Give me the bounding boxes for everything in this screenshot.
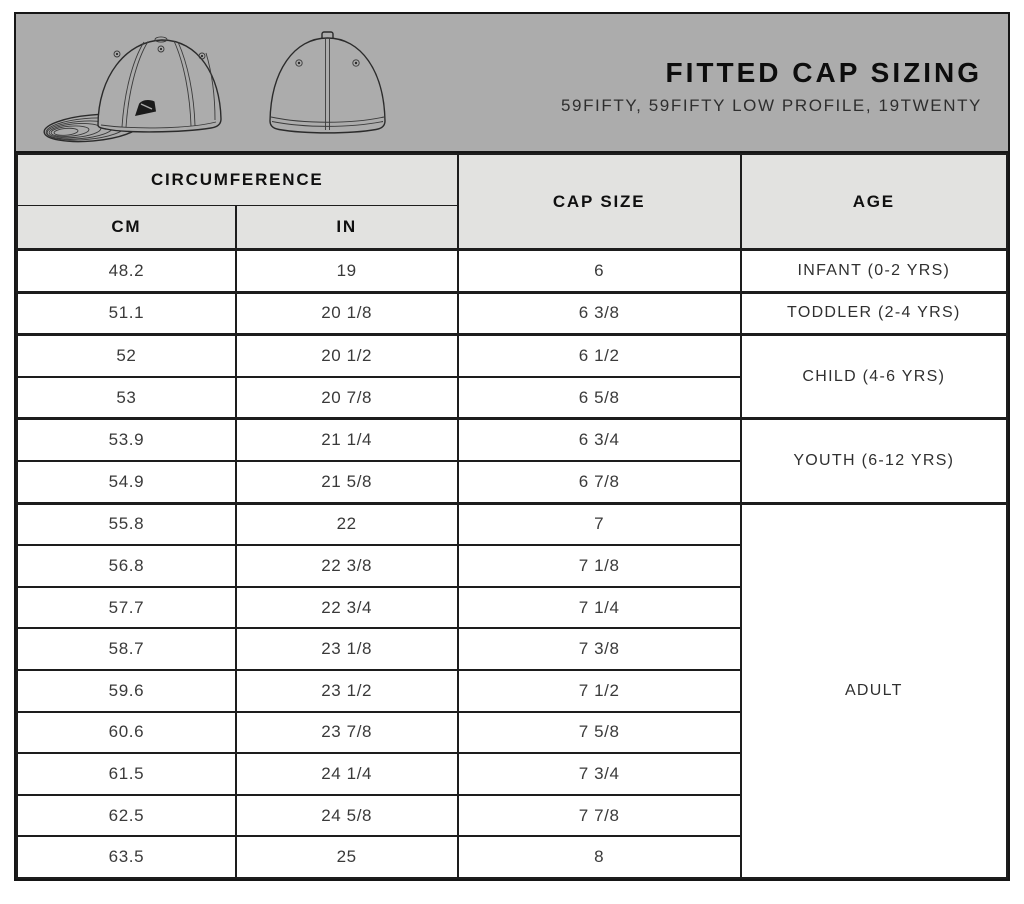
cm-cell: 56.8 xyxy=(17,545,236,587)
age-group-cell: INFANT (0-2 YRS) xyxy=(741,250,1007,293)
cm-cell: 57.7 xyxy=(17,587,236,629)
in-cell: 23 7/8 xyxy=(236,712,458,754)
cap-size-cell: 7 3/4 xyxy=(458,753,741,795)
cap-size-cell: 6 3/8 xyxy=(458,292,741,335)
cm-header: CM xyxy=(17,206,236,250)
cap-size-cell: 7 1/8 xyxy=(458,545,741,587)
cm-cell: 60.6 xyxy=(17,712,236,754)
cm-cell: 51.1 xyxy=(17,292,236,335)
cap-size-cell: 7 7/8 xyxy=(458,795,741,837)
cap-size-cell: 7 1/2 xyxy=(458,670,741,712)
in-cell: 20 1/8 xyxy=(236,292,458,335)
in-cell: 22 xyxy=(236,503,458,545)
circumference-header: CIRCUMFERENCE xyxy=(17,154,458,206)
table-row xyxy=(17,250,1007,293)
cap-size-cell: 7 3/8 xyxy=(458,628,741,670)
cap-size-cell: 6 5/8 xyxy=(458,377,741,419)
in-cell: 24 5/8 xyxy=(236,795,458,837)
in-cell: 19 xyxy=(236,250,458,293)
banner xyxy=(16,14,1008,153)
cm-cell: 53.9 xyxy=(17,419,236,461)
cap-size-cell: 8 xyxy=(458,836,741,878)
table-row xyxy=(17,503,1007,545)
in-cell: 21 1/4 xyxy=(236,419,458,461)
sizing-table xyxy=(16,153,1008,879)
table-row xyxy=(17,335,1007,377)
cap-back-illustration xyxy=(262,29,394,141)
age-group-cell: YOUTH (6-12 YRS) xyxy=(741,419,1007,503)
table-row xyxy=(17,292,1007,335)
cm-cell: 52 xyxy=(17,335,236,377)
cm-cell: 53 xyxy=(17,377,236,419)
in-cell: 22 3/8 xyxy=(236,545,458,587)
in-cell: 20 7/8 xyxy=(236,377,458,419)
in-cell: 24 1/4 xyxy=(236,753,458,795)
in-cell: 22 3/4 xyxy=(236,587,458,629)
cm-cell: 48.2 xyxy=(17,250,236,293)
in-cell: 21 5/8 xyxy=(236,461,458,503)
table-row xyxy=(17,419,1007,461)
banner-titles xyxy=(561,57,982,116)
page-subtitle: 59FIFTY, 59FIFTY LOW PROFILE, 19TWENTY xyxy=(560,96,982,115)
cap-side-illustration xyxy=(40,25,228,145)
cap-size-cell: 7 1/4 xyxy=(458,587,741,629)
age-header: AGE xyxy=(741,154,1007,250)
cm-cell: 55.8 xyxy=(17,503,236,545)
cap-size-header: CAP SIZE xyxy=(458,154,741,250)
in-header: IN xyxy=(236,206,458,250)
age-group-cell: ADULT xyxy=(741,503,1007,878)
age-group-cell: TODDLER (2-4 YRS) xyxy=(741,292,1007,335)
cap-size-cell: 7 xyxy=(458,503,741,545)
in-cell: 20 1/2 xyxy=(236,335,458,377)
cm-cell: 63.5 xyxy=(17,836,236,878)
table-body xyxy=(17,250,1007,878)
cap-size-cell: 7 5/8 xyxy=(458,712,741,754)
sizing-sheet xyxy=(14,12,1010,881)
in-cell: 23 1/2 xyxy=(236,670,458,712)
cap-crown xyxy=(270,38,385,133)
cap-size-cell: 6 xyxy=(458,250,741,293)
cm-cell: 54.9 xyxy=(17,461,236,503)
cm-cell: 62.5 xyxy=(17,795,236,837)
age-group-cell: CHILD (4-6 YRS) xyxy=(741,335,1007,419)
cm-cell: 61.5 xyxy=(17,753,236,795)
cap-size-cell: 6 3/4 xyxy=(458,419,741,461)
cap-size-cell: 6 7/8 xyxy=(458,461,741,503)
in-cell: 23 1/8 xyxy=(236,628,458,670)
cap-size-cell: 6 1/2 xyxy=(458,335,741,377)
table-header xyxy=(17,154,1007,250)
cm-cell: 59.6 xyxy=(17,670,236,712)
in-cell: 25 xyxy=(236,836,458,878)
page-title: FITTED CAP SIZING xyxy=(665,57,982,88)
cm-cell: 58.7 xyxy=(17,628,236,670)
cap-illustrations xyxy=(40,25,394,145)
